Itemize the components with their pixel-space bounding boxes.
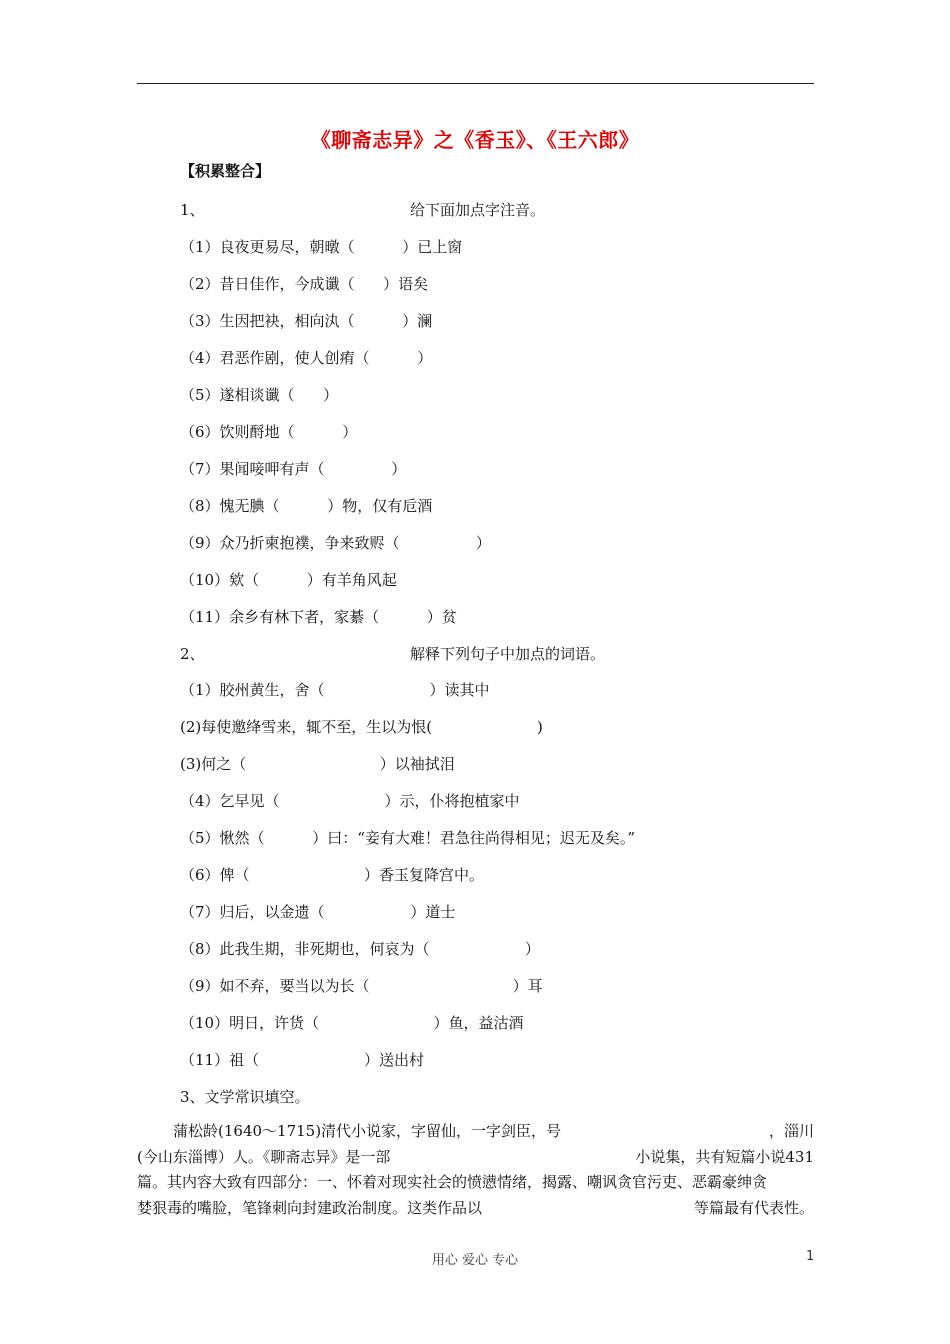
q2-item: （1）胶州黄生，舍（ ）读其中 bbox=[180, 681, 490, 699]
q2-item: (3)何之（ ）以袖拭泪 bbox=[180, 755, 455, 773]
section-heading: 【积累整合】 bbox=[180, 162, 271, 180]
q2-item: （9）如不弃，要当以为长（ ）耳 bbox=[180, 977, 543, 995]
q2-item: （11）祖（ ）送出村 bbox=[180, 1051, 424, 1069]
header-rule bbox=[137, 83, 814, 84]
q1-item: （11）余乡有林下者，家綦（ ）贫 bbox=[180, 608, 457, 626]
q2-item: （8）此我生期，非死期也，何哀为（ ） bbox=[180, 940, 540, 958]
q1-item: （6）饮则酹地（ ） bbox=[180, 423, 358, 441]
q2-prompt: 解释下列句子中加点的词语。 bbox=[410, 645, 606, 663]
q1-item: （8）愧无腆（ ）物，仅有卮酒 bbox=[180, 497, 433, 515]
paragraph-line bbox=[137, 1170, 814, 1196]
line-text: 蒲松龄(1640～1715)清代小说家，字留仙，一字剑臣，号 bbox=[173, 1122, 562, 1140]
line-text-end: 小说集，共有短篇小说431 bbox=[635, 1147, 814, 1166]
q2-item: （10）明日，许货（ ）鱼，益沽酒 bbox=[180, 1014, 524, 1032]
q2-item: （5）愀然（ ）曰：“妾有大难！君急往尚得相见；迟无及矣。” bbox=[180, 829, 636, 847]
document-title: 《聊斋志异》之《香玉》、《王六郎》 bbox=[310, 128, 640, 152]
line-text: 婪狠毒的嘴脸，笔锋刺向封建政治制度。这类作品以 bbox=[137, 1198, 483, 1217]
q1-prompt: 给下面加点字注音。 bbox=[410, 201, 546, 219]
line-text-end: ，淄川 bbox=[768, 1122, 814, 1140]
line-text-end: 等篇最有代表性。 bbox=[693, 1198, 814, 1217]
q2-item: (2)每使邀绛雪来，辄不至，生以为恨( ) bbox=[180, 718, 543, 736]
q1-item: （9）众乃折柬抱襆，争来致赆（ ） bbox=[180, 534, 491, 552]
line-text: (今山东淄博）人。《聊斋志异》是一部 bbox=[137, 1147, 391, 1166]
q1-item: （4）君恶作剧，使人创痏（ ） bbox=[180, 349, 433, 367]
q2-item: （4）乞早见（ ）示，仆将抱植家中 bbox=[180, 792, 520, 810]
q1-item: （10）欸（ ）有羊角风起 bbox=[180, 571, 397, 589]
page-number: 1 bbox=[806, 1249, 815, 1264]
q1-item: （2）昔日佳作，今成谶（ ）语矣 bbox=[180, 275, 429, 293]
q1-item: （1）良夜更易尽，朝暾（ ）已上窗 bbox=[180, 238, 463, 256]
q1-number: 1、 bbox=[180, 201, 205, 219]
q3-paragraph bbox=[137, 1119, 814, 1221]
q3-heading: 3、文学常识填空。 bbox=[180, 1088, 310, 1106]
q1-item: （7）果闻唼呷有声（ ） bbox=[180, 460, 407, 478]
q1-item: （5）遂相谈谶（ ） bbox=[180, 386, 339, 404]
q2-item: （7）归后，以金遗（ ）道士 bbox=[180, 903, 456, 921]
paragraph-line bbox=[137, 1119, 814, 1145]
footer-motto: 用心 爱心 专心 bbox=[431, 1253, 519, 1268]
q2-number: 2、 bbox=[180, 645, 205, 663]
q1-item: （3）生因把袂，相向汍（ ）澜 bbox=[180, 312, 433, 330]
line-text: 篇。其内容大致有四部分：一、怀着对现实社会的愤懑情绪，揭露、嘲讽贪官污吏、恶霸豪绅贪 bbox=[137, 1173, 768, 1192]
paragraph-line bbox=[137, 1145, 814, 1171]
paragraph-line bbox=[137, 1196, 814, 1222]
q2-item: （6）俾（ ）香玉复降宫中。 bbox=[180, 866, 484, 884]
